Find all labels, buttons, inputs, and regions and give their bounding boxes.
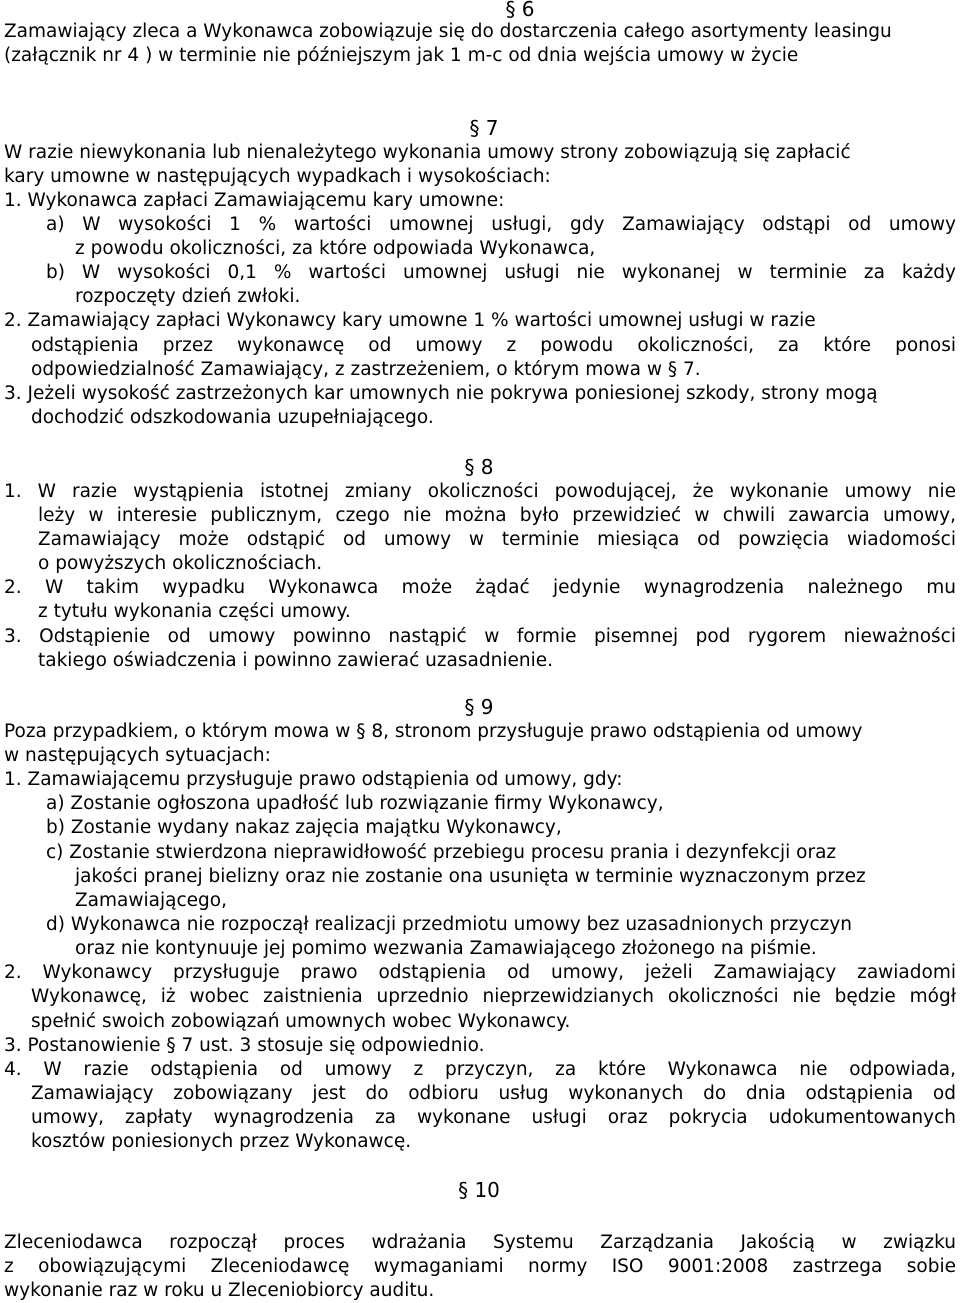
s7-item-3-cont: dochodzić odszkodowania uzupełniającego.	[31, 407, 434, 428]
s9-item-1d-cont: oraz nie kontynuuje jej pomimo wezwania Zamawiającego złożonego na piśmie.	[75, 938, 817, 959]
s10-line-3: wykonanie raz w roku u Zleceniobiorcy auditu.	[4, 1280, 435, 1301]
s8-item-1-cont3: o powyższych okolicznościach.	[38, 553, 323, 574]
s7-item-1a: a) W wysokości 1 % wartości umownej usługi, gdy Zamawiający odstąpi od umowy	[46, 214, 956, 235]
section-title-8: § 8	[464, 455, 494, 479]
s9-item-2-cont: Wykonawcę, iż wobec zaistnienia uprzednio nieprzewidzianych okoliczności nie będzie mógł	[31, 986, 956, 1007]
s8-item-1: 1. W razie wystąpienia istotnej zmiany okoliczności powodującej, że wykonanie umowy nie	[4, 481, 956, 502]
s9-item-1a: a) Zostanie ogłoszona upadłość lub rozwiązanie firmy Wykonawcy,	[46, 793, 664, 814]
section-title-10: § 10	[458, 1178, 500, 1202]
s7-line-2: kary umowne w następujących wypadkach i wysokościach:	[4, 166, 551, 187]
s7-item-1: 1. Wykonawca zapłaci Zamawiającemu kary umowne:	[4, 190, 505, 211]
s9-item-3: 3. Postanowienie § 7 ust. 3 stosuje się odpowiednio.	[4, 1035, 485, 1056]
s8-item-2: 2. W takim wypadku Wykonawca może żądać jedynie wynagrodzenia należnego mu	[4, 577, 956, 598]
s7-line-1: W razie niewykonania lub nienależytego wykonania umowy strony zobowiązują się zapłacić	[4, 142, 851, 163]
s6-line-2: (załącznik nr 4 ) w terminie nie późniejszym jak 1 m-c od dnia wejścia umowy w życie	[4, 45, 799, 66]
s9-item-1c-cont: jakości pranej bielizny oraz nie zostanie ona usunięta w terminie wyznaczonym przez	[75, 866, 866, 887]
s9-item-1b: b) Zostanie wydany nakaz zajęcia majątku Wykonawcy,	[46, 817, 562, 838]
s10-line-2: z obowiązującymi Zleceniodawcę wymaganiami normy ISO 9001:2008 zastrzega sobie	[4, 1256, 956, 1277]
section-title-9: § 9	[464, 695, 494, 719]
s7-item-1b-cont: rozpoczęty dzień zwłoki.	[75, 286, 301, 307]
s9-item-1d: d) Wykonawca nie rozpoczął realizacji przedmiotu umowy bez uzasadnionych przyczyn	[46, 914, 853, 935]
s7-item-2-cont: odstąpienia przez wykonawcę od umowy z powodu okoliczności, za które ponosi	[31, 335, 956, 356]
s6-line-1: Zamawiający zleca a Wykonawca zobowiązuje się do dostarczenia całego asortymenty leasingu	[4, 21, 892, 42]
s8-item-2-cont: z tytułu wykonania części umowy.	[38, 601, 351, 622]
s7-item-2: 2. Zamawiający zapłaci Wykonawcy kary umowne 1 % wartości umownej usługi w razie	[4, 310, 816, 331]
s8-item-3: 3. Odstąpienie od umowy powinno nastąpić w formie pisemnej pod rygorem nieważności	[4, 626, 956, 647]
s9-item-4-cont2: umowy, zapłaty wynagrodzenia za wykonane usługi oraz pokrycia udokumentowanych	[31, 1107, 956, 1128]
s9-item-1c: c) Zostanie stwierdzona nieprawidłowość przebiegu procesu prania i dezynfekcji oraz	[46, 842, 837, 863]
s7-item-3: 3. Jeżeli wysokość zastrzeżonych kar umownych nie pokrywa poniesionej szkody, strony mogą	[4, 383, 878, 404]
s7-item-1b: b) W wysokości 0,1 % wartości umownej usługi nie wykonanej w terminie za każdy	[46, 262, 956, 283]
s9-item-2: 2. Wykonawcy przysługuje prawo odstąpienia od umowy, jeżeli Zamawiający zawiadomi	[4, 962, 956, 983]
s9-item-4-cont3: kosztów poniesionych przez Wykonawcę.	[31, 1131, 412, 1152]
s9-item-4-cont: Zamawiający zobowiązany jest do odbioru usług wykonanych do dnia odstąpienia od	[31, 1083, 956, 1104]
s8-item-1-cont: leży w interesie publicznym, czego nie można było przewidzieć w chwili zawarcia umowy,	[38, 505, 956, 526]
s9-line-1: Poza przypadkiem, o którym mowa w § 8, stronom przysługuje prawo odstąpienia od umowy	[4, 721, 863, 742]
s9-item-1c-cont2: Zamawiającego,	[75, 890, 227, 911]
s9-item-2-cont2: spełnić swoich zobowiązań umownych wobec Wykonawcy.	[31, 1011, 571, 1032]
section-title-6: § 6	[505, 0, 535, 21]
section-title-7: § 7	[469, 116, 499, 140]
s9-item-4: 4. W razie odstąpienia od umowy z przyczyn, za które Wykonawca nie odpowiada,	[4, 1059, 956, 1080]
s9-item-1: 1. Zamawiającemu przysługuje prawo odstąpienia od umowy, gdy:	[4, 769, 623, 790]
s9-line-2: w następujących sytuacjach:	[4, 745, 271, 766]
s10-line-1: Zleceniodawca rozpoczął proces wdrażania Systemu Zarządzania Jakością w związku	[4, 1232, 956, 1253]
s7-item-2-cont2: odpowiedzialność Zamawiający, z zastrzeżeniem, o którym mowa w § 7.	[31, 359, 701, 380]
s7-item-1a-cont: z powodu okoliczności, za które odpowiada Wykonawca,	[75, 238, 596, 259]
s8-item-3-cont: takiego oświadczenia i powinno zawierać uzasadnienie.	[38, 650, 553, 671]
s8-item-1-cont2: Zamawiający może odstąpić od umowy w terminie miesiąca od powzięcia wiadomości	[38, 529, 956, 550]
